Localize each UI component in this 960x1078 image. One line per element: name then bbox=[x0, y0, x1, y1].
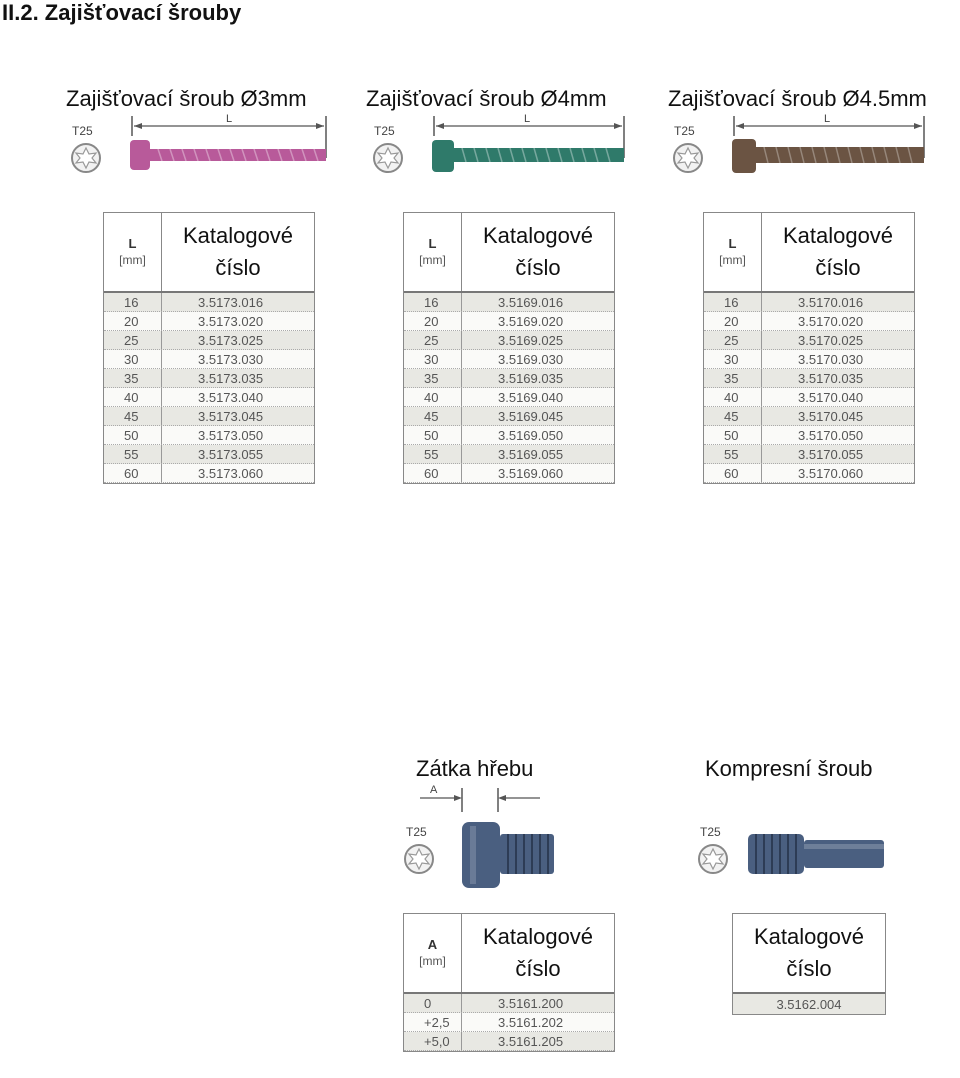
catalog-number: 3.5169.016 bbox=[498, 294, 564, 310]
header-cat-line1: Katalogové bbox=[482, 223, 594, 248]
table-row bbox=[104, 369, 314, 388]
length-value: 40 bbox=[404, 388, 462, 406]
torx-icon bbox=[70, 142, 102, 174]
torx-icon bbox=[697, 843, 729, 875]
length-value: 35 bbox=[704, 369, 762, 387]
table-body bbox=[704, 293, 914, 483]
table-row bbox=[704, 464, 914, 483]
screw-illustration-4mm bbox=[428, 114, 634, 176]
length-value: 30 bbox=[404, 350, 462, 368]
dimension-a-indicator bbox=[420, 782, 550, 812]
length-value: 16 bbox=[104, 293, 162, 311]
torx-label: T25 bbox=[72, 124, 93, 138]
screw-title-4mm: Zajišťovací šroub Ø4mm bbox=[366, 86, 607, 111]
catalog-table-4mm bbox=[403, 212, 615, 484]
catalog-number: 3.5169.045 bbox=[498, 408, 564, 424]
header-mm: [mm] bbox=[419, 954, 446, 968]
table-row bbox=[404, 369, 614, 388]
header-l: L bbox=[428, 236, 437, 251]
torx-icon bbox=[372, 142, 404, 174]
length-value: 30 bbox=[704, 350, 762, 368]
header-cat-line1: Katalogové bbox=[782, 223, 894, 248]
table-row bbox=[704, 331, 914, 350]
screw-title-3mm: Zajišťovací šroub Ø3mm bbox=[66, 86, 307, 111]
length-value: 40 bbox=[104, 388, 162, 406]
catalog-number: 3.5169.020 bbox=[498, 313, 564, 329]
length-value: 16 bbox=[404, 293, 462, 311]
header-mm: [mm] bbox=[719, 253, 746, 267]
torx-label: T25 bbox=[374, 124, 395, 138]
catalog-number: 3.5170.016 bbox=[798, 294, 864, 310]
length-value: 45 bbox=[104, 407, 162, 425]
screw-title-4-5mm: Zajišťovací šroub Ø4.5mm bbox=[668, 86, 927, 111]
catalog-number: 3.5173.025 bbox=[198, 332, 264, 348]
length-value: 35 bbox=[104, 369, 162, 387]
length-value: 55 bbox=[104, 445, 162, 463]
table-row bbox=[104, 407, 314, 426]
torx-label: T25 bbox=[406, 825, 427, 839]
header-cat-line1: Katalogové bbox=[753, 924, 865, 949]
table-header bbox=[104, 213, 314, 293]
table-body bbox=[104, 293, 314, 483]
table-row bbox=[104, 331, 314, 350]
dimension-a-value: 0 bbox=[404, 994, 462, 1012]
length-label: L bbox=[524, 114, 531, 125]
table-row bbox=[404, 388, 614, 407]
catalog-number: 3.5170.045 bbox=[798, 408, 864, 424]
compression-screw-title: Kompresní šroub bbox=[705, 756, 873, 781]
header-cat-line2: číslo bbox=[815, 255, 861, 280]
header-cat-line2: číslo bbox=[786, 956, 832, 981]
catalog-number: 3.5173.050 bbox=[198, 427, 264, 443]
catalog-number: 3.5169.050 bbox=[498, 427, 564, 443]
catalog-number: 3.5170.050 bbox=[798, 427, 864, 443]
table-row bbox=[104, 312, 314, 331]
table-row bbox=[404, 445, 614, 464]
torx-label: T25 bbox=[700, 825, 721, 839]
header-cat-line1: Katalogové bbox=[482, 924, 594, 949]
catalog-number: 3.5170.025 bbox=[798, 332, 864, 348]
table-row bbox=[404, 464, 614, 483]
catalog-number: 3.5169.030 bbox=[498, 351, 564, 367]
screw-illustration-3mm bbox=[126, 114, 332, 176]
dimension-a-value: +2,5 bbox=[404, 1013, 462, 1031]
length-value: 60 bbox=[704, 464, 762, 482]
catalog-number: 3.5169.040 bbox=[498, 389, 564, 405]
table-body bbox=[404, 293, 614, 483]
table-row bbox=[404, 1013, 614, 1032]
length-value: 60 bbox=[104, 464, 162, 482]
header-l: L bbox=[728, 236, 737, 251]
length-value: 55 bbox=[704, 445, 762, 463]
catalog-number: 3.5161.205 bbox=[498, 1033, 564, 1049]
header-l: L bbox=[128, 236, 137, 251]
table-row bbox=[704, 407, 914, 426]
catalog-number: 3.5169.025 bbox=[498, 332, 564, 348]
end-cap-title: Zátka hřebu bbox=[416, 756, 534, 781]
length-value: 45 bbox=[404, 407, 462, 425]
table-row bbox=[104, 350, 314, 369]
table-row bbox=[404, 407, 614, 426]
table-row bbox=[404, 331, 614, 350]
header-cat-line1: Katalogové bbox=[182, 223, 294, 248]
length-value: 40 bbox=[704, 388, 762, 406]
catalog-number: 3.5173.045 bbox=[198, 408, 264, 424]
table-row bbox=[404, 426, 614, 445]
length-label: L bbox=[824, 114, 831, 125]
torx-icon bbox=[672, 142, 704, 174]
catalog-number: 3.5173.035 bbox=[198, 370, 264, 386]
catalog-number: 3.5173.055 bbox=[198, 446, 264, 462]
length-value: 60 bbox=[404, 464, 462, 482]
header-a: A bbox=[427, 937, 438, 952]
header-cat-line2: číslo bbox=[215, 255, 261, 280]
end-cap-illustration bbox=[458, 818, 558, 892]
torx-label: T25 bbox=[674, 124, 695, 138]
table-row bbox=[104, 388, 314, 407]
catalog-number: 3.5173.016 bbox=[198, 294, 264, 310]
catalog-number: 3.5170.030 bbox=[798, 351, 864, 367]
header-mm: [mm] bbox=[119, 253, 146, 267]
catalog-number: 3.5161.200 bbox=[498, 995, 564, 1011]
table-row bbox=[104, 293, 314, 312]
length-value: 45 bbox=[704, 407, 762, 425]
length-value: 25 bbox=[704, 331, 762, 349]
catalog-number: 3.5169.035 bbox=[498, 370, 564, 386]
table-row bbox=[704, 388, 914, 407]
length-value: 35 bbox=[404, 369, 462, 387]
table-row bbox=[704, 426, 914, 445]
table-row bbox=[104, 426, 314, 445]
catalog-number: 3.5173.030 bbox=[198, 351, 264, 367]
dimension-a-value: +5,0 bbox=[404, 1032, 462, 1050]
catalog-number: 3.5170.020 bbox=[798, 313, 864, 329]
catalog-number: 3.5169.055 bbox=[498, 446, 564, 462]
header-mm: [mm] bbox=[419, 253, 446, 267]
catalog-number: 3.5169.060 bbox=[498, 465, 564, 481]
table-row bbox=[104, 464, 314, 483]
catalog-table-4-5mm bbox=[703, 212, 915, 484]
table-row bbox=[704, 369, 914, 388]
length-value: 20 bbox=[404, 312, 462, 330]
catalog-table-compression-screw bbox=[732, 913, 886, 1015]
table-row bbox=[404, 293, 614, 312]
length-value: 50 bbox=[104, 426, 162, 444]
catalog-number: 3.5170.055 bbox=[798, 446, 864, 462]
compression-screw-illustration bbox=[744, 830, 888, 878]
length-value: 25 bbox=[104, 331, 162, 349]
header-cat-line2: číslo bbox=[515, 956, 561, 981]
a-label: A bbox=[430, 784, 438, 796]
table-row bbox=[704, 445, 914, 464]
length-value: 20 bbox=[704, 312, 762, 330]
catalog-number: 3.5170.060 bbox=[798, 465, 864, 481]
length-value: 50 bbox=[704, 426, 762, 444]
length-label: L bbox=[226, 114, 233, 125]
section-title: II.2. Zajišťovací šrouby bbox=[2, 0, 242, 25]
table-row bbox=[404, 994, 614, 1013]
length-value: 25 bbox=[404, 331, 462, 349]
table-row bbox=[404, 1032, 614, 1051]
torx-icon bbox=[403, 843, 435, 875]
catalog-number: 3.5170.035 bbox=[798, 370, 864, 386]
table-row bbox=[404, 350, 614, 369]
length-value: 50 bbox=[404, 426, 462, 444]
table-header bbox=[404, 914, 614, 994]
table-row bbox=[104, 445, 314, 464]
screw-illustration-4-5mm bbox=[728, 114, 934, 176]
table-row bbox=[733, 994, 885, 1014]
table-row bbox=[404, 312, 614, 331]
length-value: 55 bbox=[404, 445, 462, 463]
length-value: 30 bbox=[104, 350, 162, 368]
catalog-table-end-cap bbox=[403, 913, 615, 1052]
catalog-number: 3.5170.040 bbox=[798, 389, 864, 405]
table-header bbox=[733, 914, 885, 994]
length-value: 16 bbox=[704, 293, 762, 311]
catalog-number: 3.5162.004 bbox=[776, 996, 842, 1012]
header-cat-line2: číslo bbox=[515, 255, 561, 280]
table-header bbox=[704, 213, 914, 293]
table-body bbox=[404, 994, 614, 1051]
catalog-number: 3.5173.020 bbox=[198, 313, 264, 329]
catalog-table-3mm bbox=[103, 212, 315, 484]
catalog-number: 3.5161.202 bbox=[498, 1014, 564, 1030]
catalog-number: 3.5173.040 bbox=[198, 389, 264, 405]
table-row bbox=[704, 293, 914, 312]
table-header bbox=[404, 213, 614, 293]
table-row bbox=[704, 350, 914, 369]
catalog-number: 3.5173.060 bbox=[198, 465, 264, 481]
length-value: 20 bbox=[104, 312, 162, 330]
table-row bbox=[704, 312, 914, 331]
